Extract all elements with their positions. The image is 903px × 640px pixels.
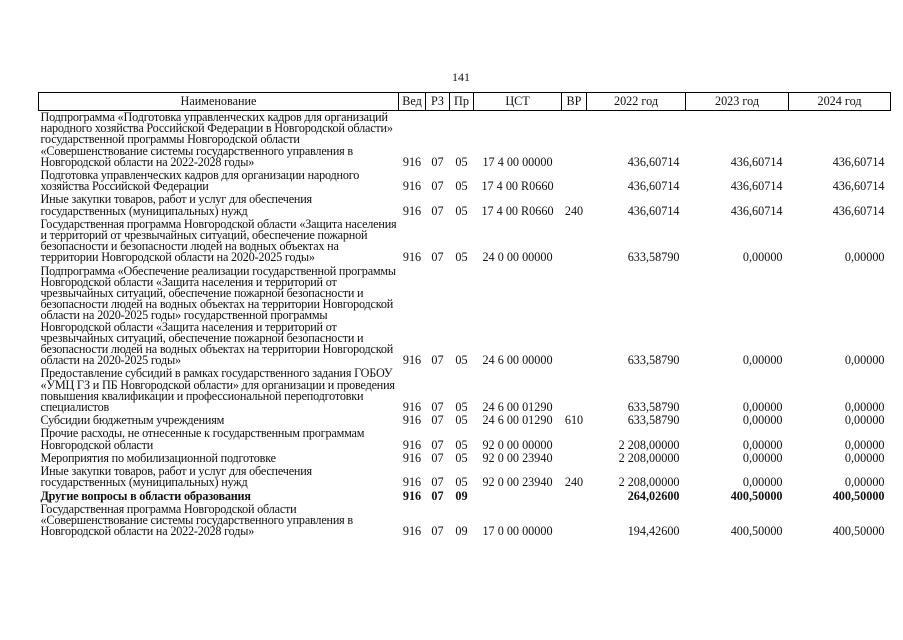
cell-pr: 05	[455, 179, 468, 194]
cell-vr	[562, 427, 587, 451]
table-row	[39, 193, 891, 217]
header-2024: 2024 год	[789, 93, 891, 111]
cell-y2022: 2 208,00000	[618, 475, 680, 490]
table-row	[39, 265, 891, 368]
cell-y2024: 0,00000	[844, 475, 885, 490]
table-row	[39, 169, 891, 193]
cell-vr	[562, 111, 587, 170]
cell-pr: 05	[455, 203, 468, 218]
header-2022: 2022 год	[587, 93, 686, 111]
cell-rz: 07	[431, 437, 444, 452]
cell-y2023: 0,00000	[742, 413, 783, 428]
cell-y2023: 0,00000	[742, 437, 783, 452]
header-name: Наименование	[39, 93, 399, 111]
table-row	[39, 218, 891, 265]
cell-cst: 24 6 00 01290	[482, 400, 553, 415]
cell-y2024: 400,50000	[832, 488, 885, 503]
cell-y2023: 400,50000	[730, 524, 783, 539]
cell-y2024: 400,50000	[832, 524, 885, 539]
table-row	[39, 111, 891, 170]
cell-ved: 916	[402, 179, 422, 194]
cell-y2022: 2 208,00000	[618, 437, 680, 452]
cell-pr: 09	[455, 488, 468, 503]
header-ved: Вед	[399, 93, 426, 111]
cell-y2024: 0,00000	[844, 413, 885, 428]
cell-name: Подпрограмма «Подготовка управленческих кадров для организаций народного хозяйства Российской Федерации в Новгородской области» государственной программы Новгородской области «Совершенствование системы государственного управления в Новгородской области на 2022-2028 годы»	[40, 110, 393, 169]
cell-name: Предоставление субсидий в рамках государственного задания ГОБОУ «УМЦ ГЗ и ПБ Новгородской области» для организации и проведения повышения квалификации и профессиональной переподготовки специалистов	[40, 366, 395, 415]
cell-ved: 916	[402, 475, 422, 490]
cell-y2022: 194,42600	[627, 524, 680, 539]
table-row	[39, 465, 891, 489]
cell-ved: 916	[402, 524, 422, 539]
cell-rz: 07	[431, 475, 444, 490]
cell-vr	[562, 503, 587, 539]
cell-rz: 07	[431, 450, 444, 465]
cell-cst: 24 0 00 00000	[482, 250, 553, 265]
cell-rz: 07	[431, 353, 444, 368]
header-pr: Пр	[450, 93, 474, 111]
header-cst: ЦСТ	[474, 93, 562, 111]
header-rz: РЗ	[426, 93, 450, 111]
cell-pr: 05	[455, 475, 468, 490]
cell-cst: 17 4 00 R0660	[481, 179, 554, 194]
table-row	[39, 503, 891, 539]
cell-vr: 610	[564, 413, 584, 428]
cell-y2022: 264,02600	[627, 488, 680, 503]
cell-y2024: 0,00000	[844, 400, 885, 415]
cell-y2022: 436,60714	[627, 203, 680, 218]
cell-y2024: 436,60714	[832, 179, 885, 194]
cell-y2022: 633,58790	[627, 353, 680, 368]
cell-rz: 07	[431, 400, 444, 415]
cell-cst: 17 4 00 00000	[482, 154, 553, 169]
cell-pr: 05	[455, 450, 468, 465]
cell-pr: 05	[455, 400, 468, 415]
header-vr: ВР	[562, 93, 587, 111]
cell-pr: 05	[455, 413, 468, 428]
cell-cst: 92 0 00 23940	[482, 450, 553, 465]
cell-y2022: 436,60714	[627, 154, 680, 169]
cell-y2023: 436,60714	[730, 154, 783, 169]
cell-ved: 916	[402, 437, 422, 452]
cell-rz: 07	[431, 488, 444, 503]
cell-name: Государственная программа Новгородской области «Защита населения и территорий от чрезвычайных ситуаций, обеспечение пожарной безопасности и безопасности людей на водных объектах на территории Новгородской области на 2020-2025 годы»	[40, 216, 397, 265]
cell-vr	[562, 218, 587, 265]
cell-y2024: 436,60714	[832, 154, 885, 169]
cell-ved: 916	[402, 250, 422, 265]
cell-pr: 05	[455, 353, 468, 368]
cell-y2024: 0,00000	[844, 250, 885, 265]
cell-y2023: 0,00000	[742, 400, 783, 415]
cell-pr: 09	[455, 524, 468, 539]
cell-ved: 916	[402, 488, 422, 503]
cell-name: Иные закупки товаров, работ и услуг для обеспечения государственных (муниципальных) нужд	[40, 192, 312, 218]
cell-rz: 07	[431, 524, 444, 539]
cell-cst: 17 0 00 00000	[482, 524, 553, 539]
cell-ved: 916	[402, 203, 422, 218]
cell-ved: 916	[402, 450, 422, 465]
cell-rz: 07	[431, 413, 444, 428]
cell-cst: 24 6 00 01290	[482, 413, 553, 428]
cell-name: Подготовка управленческих кадров для организации народного хозяйства Российской Федерации	[40, 168, 360, 194]
table-header-row	[39, 93, 891, 111]
cell-ved: 916	[402, 413, 422, 428]
cell-rz: 07	[431, 250, 444, 265]
cell-y2024: 0,00000	[844, 437, 885, 452]
cell-name: Субсидии бюджетным учреждениям	[40, 413, 225, 428]
cell-name: Другие вопросы в области образования	[40, 488, 251, 503]
cell-rz: 07	[431, 203, 444, 218]
cell-y2024: 0,00000	[844, 450, 885, 465]
cell-vr	[562, 169, 587, 193]
cell-vr	[562, 265, 587, 368]
page-number: 141	[452, 70, 470, 84]
cell-ved: 916	[402, 154, 422, 169]
table-row	[39, 490, 891, 503]
cell-ved: 916	[402, 400, 422, 415]
cell-y2023: 436,60714	[730, 179, 783, 194]
cell-name: Прочие расходы, не отнесенные к государственным программам Новгородской области	[40, 426, 365, 452]
cell-name: Мероприятия по мобилизационной подготовке	[40, 450, 276, 465]
cell-pr: 05	[455, 154, 468, 169]
cell-rz: 07	[431, 154, 444, 169]
cell-ved: 916	[402, 353, 422, 368]
cell-y2022: 2 208,00000	[618, 450, 680, 465]
budget-table	[38, 92, 891, 538]
table-row	[39, 427, 891, 451]
cell-rz: 07	[431, 179, 444, 194]
cell-y2023: 0,00000	[742, 475, 783, 490]
cell-y2024: 0,00000	[844, 353, 885, 368]
cell-pr: 05	[455, 437, 468, 452]
cell-y2022: 633,58790	[627, 413, 680, 428]
cell-vr: 240	[564, 475, 584, 490]
cell-cst: 92 0 00 00000	[482, 437, 553, 452]
cell-vr	[562, 367, 587, 414]
table-body	[39, 111, 891, 539]
cell-cst	[474, 490, 562, 503]
cell-y2023: 400,50000	[730, 488, 783, 503]
cell-y2023: 436,60714	[730, 203, 783, 218]
cell-vr	[562, 452, 587, 465]
cell-cst: 92 0 00 23940	[482, 475, 553, 490]
cell-y2023: 0,00000	[742, 450, 783, 465]
cell-vr	[562, 490, 587, 503]
cell-name: Иные закупки товаров, работ и услуг для обеспечения государственных (муниципальных) нужд	[40, 464, 312, 490]
cell-y2024: 436,60714	[832, 203, 885, 218]
cell-y2022: 436,60714	[627, 179, 680, 194]
cell-cst: 24 6 00 00000	[482, 353, 553, 368]
cell-y2023: 0,00000	[742, 250, 783, 265]
cell-y2022: 633,58790	[627, 400, 680, 415]
cell-name: Государственная программа Новгородской области «Совершенствование системы государственного управления в Новгородской области на 2022-2028 годы»	[40, 501, 353, 539]
cell-cst: 17 4 00 R0660	[481, 203, 554, 218]
table-row	[39, 367, 891, 414]
cell-vr: 240	[564, 203, 584, 218]
header-2023: 2023 год	[686, 93, 789, 111]
cell-y2023: 0,00000	[742, 353, 783, 368]
cell-name: Подпрограмма «Обеспечение реализации государственной программы Новгородской области «Защита населения и территорий от чрезвычайных ситуаций, обеспечение пожарной безопасности и безопасности людей на водных объектах на территории Новгородской области на 2020-2025 годы» государственной программы Новгородской области «Защита населения и территорий от чрезвычайных ситуаций, обеспечение пожарной безопасности и безопасности людей на водных объектах на территории Новгородской области на 2020-2025 годы»	[40, 263, 396, 368]
cell-y2022: 633,58790	[627, 250, 680, 265]
cell-pr: 05	[455, 250, 468, 265]
